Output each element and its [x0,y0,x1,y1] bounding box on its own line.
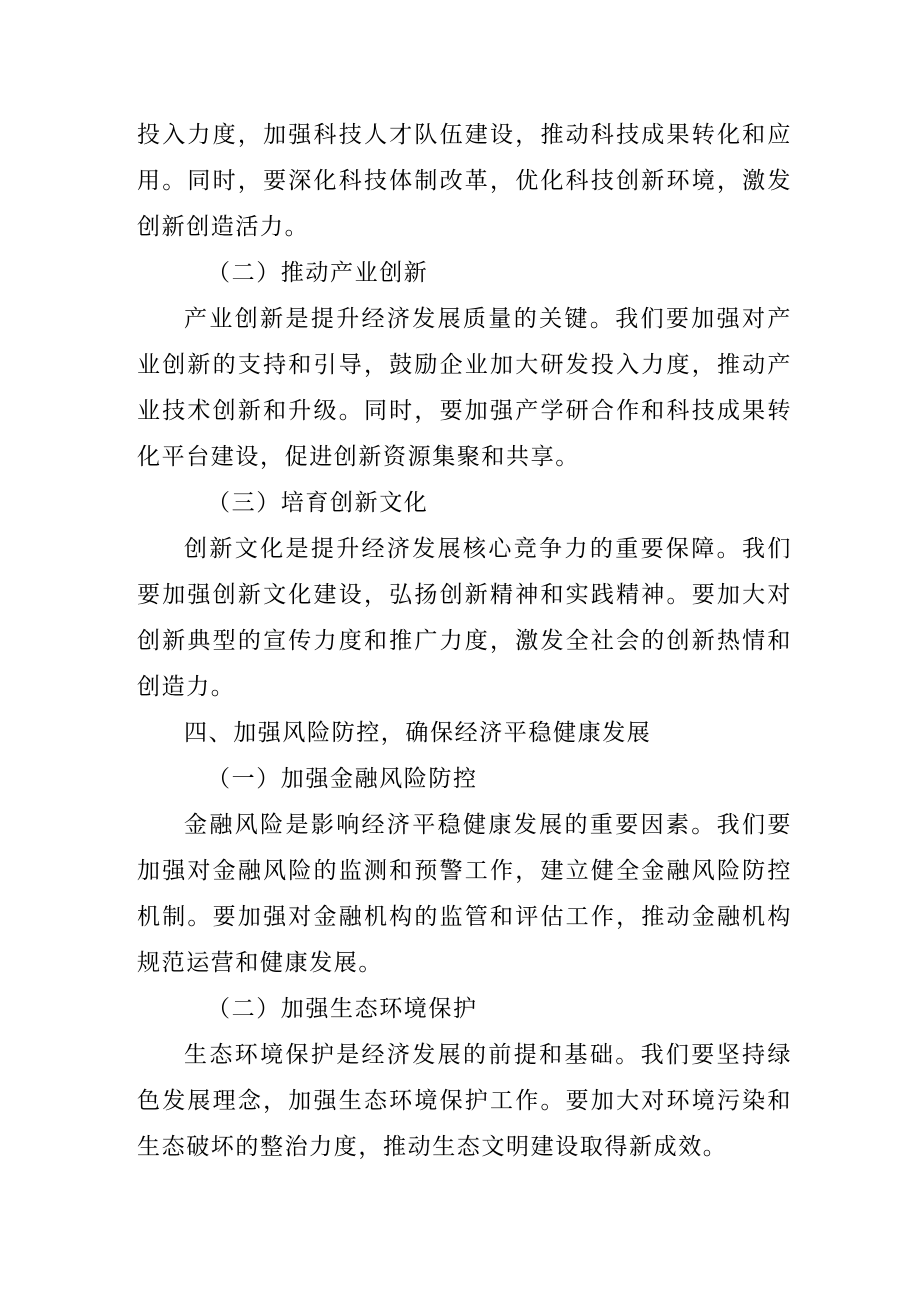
section-heading-promote-industry-innovation: （二）推动产业创新 [207,260,429,286]
section-heading-financial-risk: （一）加强金融风险防控 [207,766,478,792]
section-heading-ecological-protection: （二）加强生态环境保护 [207,996,478,1022]
section-heading-innovation-culture: （三）培育创新文化 [207,490,429,516]
paragraph-ecological-protection: 生态环境保护是经济发展的前提和基础。我们要坚持绿色发展理念，加强生态环境保护工作。要加大对环境污染和生态破坏的整治力度，推动生态文明建设取得新成效。 [137,1042,792,1160]
paragraph-innovation-culture: 创新文化是提升经济发展核心竞争力的重要保障。我们要加强创新文化建设，弘扬创新精神和实践精神。要加大对创新典型的宣传力度和推广力度，激发全社会的创新热情和创造力。 [137,536,792,700]
paragraph-industry-innovation: 产业创新是提升经济发展质量的关键。我们要加强对产业创新的支持和引导，鼓励企业加大研发投入力度，推动产业技术创新和升级。同时，要加强产学研合作和科技成果转化平台建设，促进创新资源集聚和共享。 [137,306,792,470]
paragraph-financial-risk: 金融风险是影响经济平稳健康发展的重要因素。我们要加强对金融风险的监测和预警工作，建立健全金融风险防控机制。要加强对金融机构的监管和评估工作，推动金融机构规范运营和健康发展。 [137,812,792,976]
chapter-heading-risk-control: 四、加强风险防控，确保经济平稳健康发展 [184,720,652,746]
paragraph-continued: 投入力度，加强科技人才队伍建设，推动科技成果转化和应用。同时，要深化科技体制改革，优化科技创新环境，激发创新创造活力。 [137,122,792,240]
document-body [137,112,792,1170]
